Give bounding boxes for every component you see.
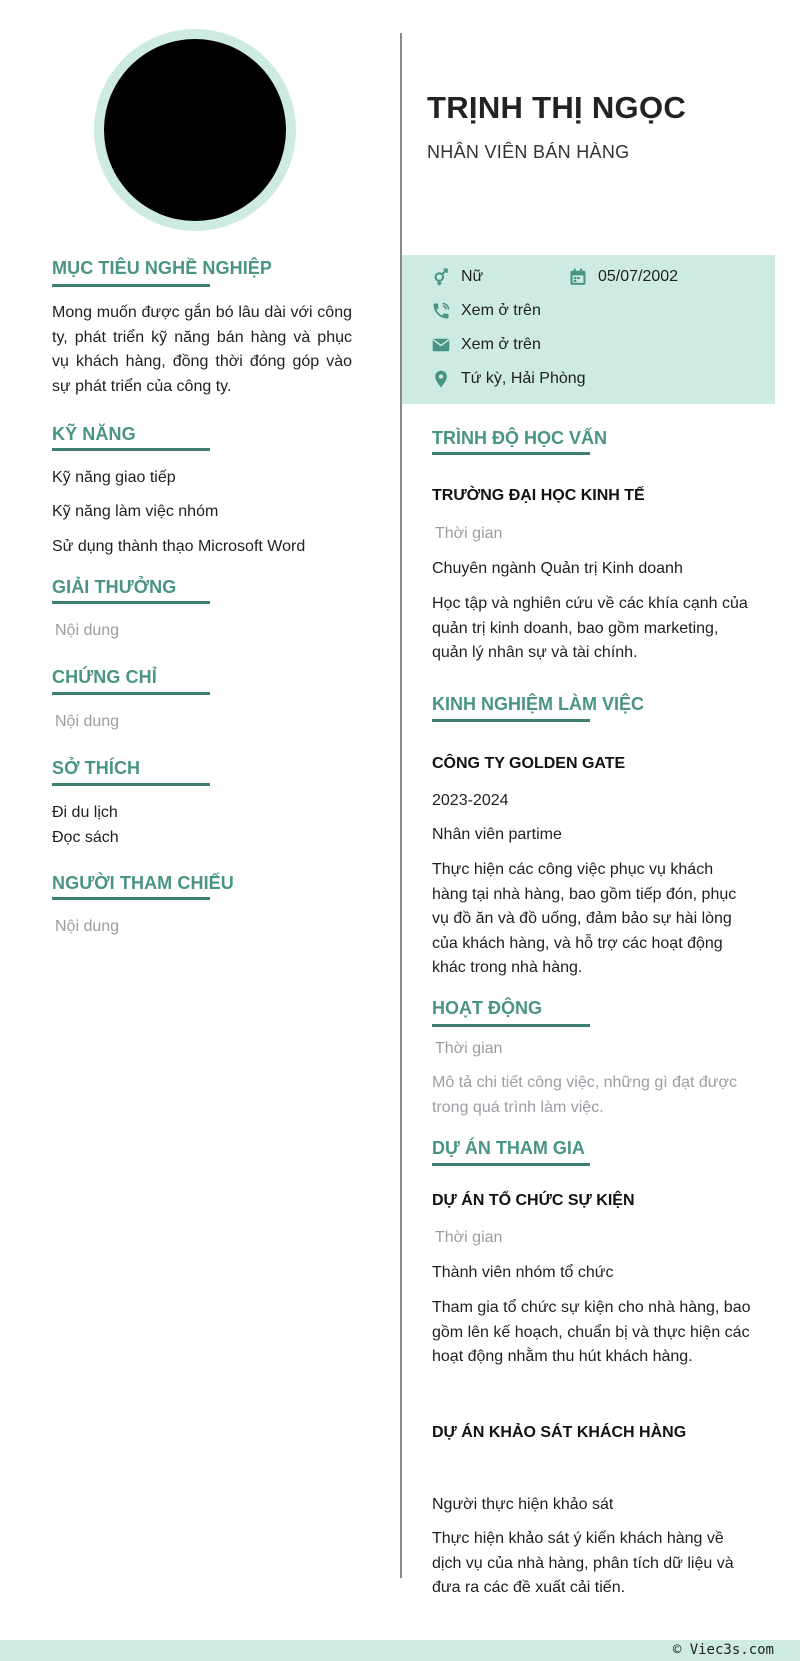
candidate-name: TRỊNH THỊ NGỌC xyxy=(427,90,687,125)
school-name: TRƯỜNG ĐẠI HỌC KINH TẾ xyxy=(432,487,645,504)
hobby-item: Đi du lịch xyxy=(52,804,118,821)
awards-title: GIẢI THƯỞNG xyxy=(52,577,177,597)
certificates-underline xyxy=(52,692,210,695)
project-name: DỰ ÁN TỔ CHỨC SỰ KIỆN xyxy=(432,1192,635,1209)
education-time: Thời gian xyxy=(435,525,503,542)
objective-underline xyxy=(52,284,210,287)
objective-text: Mong muốn được gắn bó lâu dài với công ty, phát triển kỹ năng bán hàng và phục vụ khách hàng, đồng thời đóng góp vào sự phát triển của công ty. xyxy=(52,304,352,395)
experience-description: Thực hiện các công việc phục vụ khách hàng tại nhà hàng, bao gồm tiếp đón, phục vụ đồ ăn và đồ uống, đảm bảo sự hài lòng của khách hàng, và hỗ trợ các hoạt động khác trong nhà hàng. xyxy=(432,861,737,976)
activities-description: Mô tả chi tiết công việc, những gì đạt được trong quá trình làm việc. xyxy=(432,1074,737,1116)
activities-time: Thời gian xyxy=(435,1040,503,1057)
company-name: CÔNG TY GOLDEN GATE xyxy=(432,755,626,772)
birthdate-value: 05/07/2002 xyxy=(598,268,679,285)
objective-title: MỤC TIÊU NGHỀ NGHIỆP xyxy=(52,258,273,278)
avatar-frame xyxy=(94,29,296,231)
certificates-placeholder: Nội dung xyxy=(55,713,120,730)
avatar xyxy=(104,39,286,221)
references-underline xyxy=(52,897,210,900)
project-role: Thành viên nhóm tổ chức xyxy=(432,1264,614,1281)
footer-credit: © Viec3s.com xyxy=(672,1642,774,1658)
project-description: Thực hiện khảo sát ý kiến khách hàng về dịch vụ của nhà hàng, phân tích dữ liệu và đưa ra các đề xuất cải tiến. xyxy=(432,1530,734,1596)
hobby-item: Đọc sách xyxy=(52,829,119,846)
address-value: Tứ kỳ, Hải Phòng xyxy=(461,370,586,387)
gender-icon xyxy=(431,267,451,287)
education-description: Học tập và nghiên cứu về các khía cạnh của quản trị kinh doanh, bao gồm marketing, quản lý nhân sự và tài chính. xyxy=(432,595,748,661)
education-underline xyxy=(432,452,590,455)
references-title: NGƯỜI THAM CHIẾU xyxy=(52,873,234,893)
address-row xyxy=(431,369,586,389)
email-value: Xem ở trên xyxy=(461,336,541,353)
awards-placeholder: Nội dung xyxy=(55,622,120,639)
hobbies-underline xyxy=(52,783,210,786)
skill-item: Kỹ năng làm việc nhóm xyxy=(52,503,219,520)
email-row xyxy=(431,335,541,355)
project-description: Tham gia tổ chức sự kiện cho nhà hàng, bao gồm lên kế hoạch, chuẩn bị và thực hiện các hoạt động nhằm thu hút khách hàng. xyxy=(432,1299,751,1365)
phone-icon xyxy=(431,301,451,321)
skill-item: Kỹ năng giao tiếp xyxy=(52,469,176,486)
experience-period: 2023-2024 xyxy=(432,792,509,809)
gender-row xyxy=(431,267,483,287)
certificates-title: CHỨNG CHỈ xyxy=(52,667,157,687)
email-icon xyxy=(431,335,451,355)
references-placeholder: Nội dung xyxy=(55,918,120,935)
hobbies-title: SỞ THÍCH xyxy=(52,758,141,778)
birthdate-row xyxy=(568,267,678,287)
education-major: Chuyên ngành Quản trị Kinh doanh xyxy=(432,560,683,577)
projects-underline xyxy=(432,1163,590,1166)
experience-title: KINH NGHIỆM LÀM VIỆC xyxy=(432,694,645,714)
projects-title: DỰ ÁN THAM GIA xyxy=(432,1138,585,1158)
phone-value: Xem ở trên xyxy=(461,302,541,319)
project-time: Thời gian xyxy=(435,1229,503,1246)
footer-bar xyxy=(0,1640,800,1661)
awards-underline xyxy=(52,601,210,604)
skill-item: Sử dụng thành thạo Microsoft Word xyxy=(52,538,306,555)
contact-panel xyxy=(402,255,775,404)
gender-value: Nữ xyxy=(461,268,484,285)
skills-title: KỸ NĂNG xyxy=(52,424,136,444)
project-role: Người thực hiện khảo sát xyxy=(432,1496,614,1513)
activities-underline xyxy=(432,1024,590,1027)
experience-position: Nhân viên partime xyxy=(432,826,562,843)
candidate-title: NHÂN VIÊN BÁN HÀNG xyxy=(427,142,630,162)
calendar-icon xyxy=(568,267,588,287)
phone-row xyxy=(431,301,541,321)
location-icon xyxy=(431,369,451,389)
experience-underline xyxy=(432,719,590,722)
education-title: TRÌNH ĐỘ HỌC VẤN xyxy=(432,428,607,448)
skills-underline xyxy=(52,448,210,451)
activities-title: HOẠT ĐỘNG xyxy=(432,998,542,1018)
project-name: DỰ ÁN KHẢO SÁT KHÁCH HÀNG xyxy=(432,1424,687,1441)
